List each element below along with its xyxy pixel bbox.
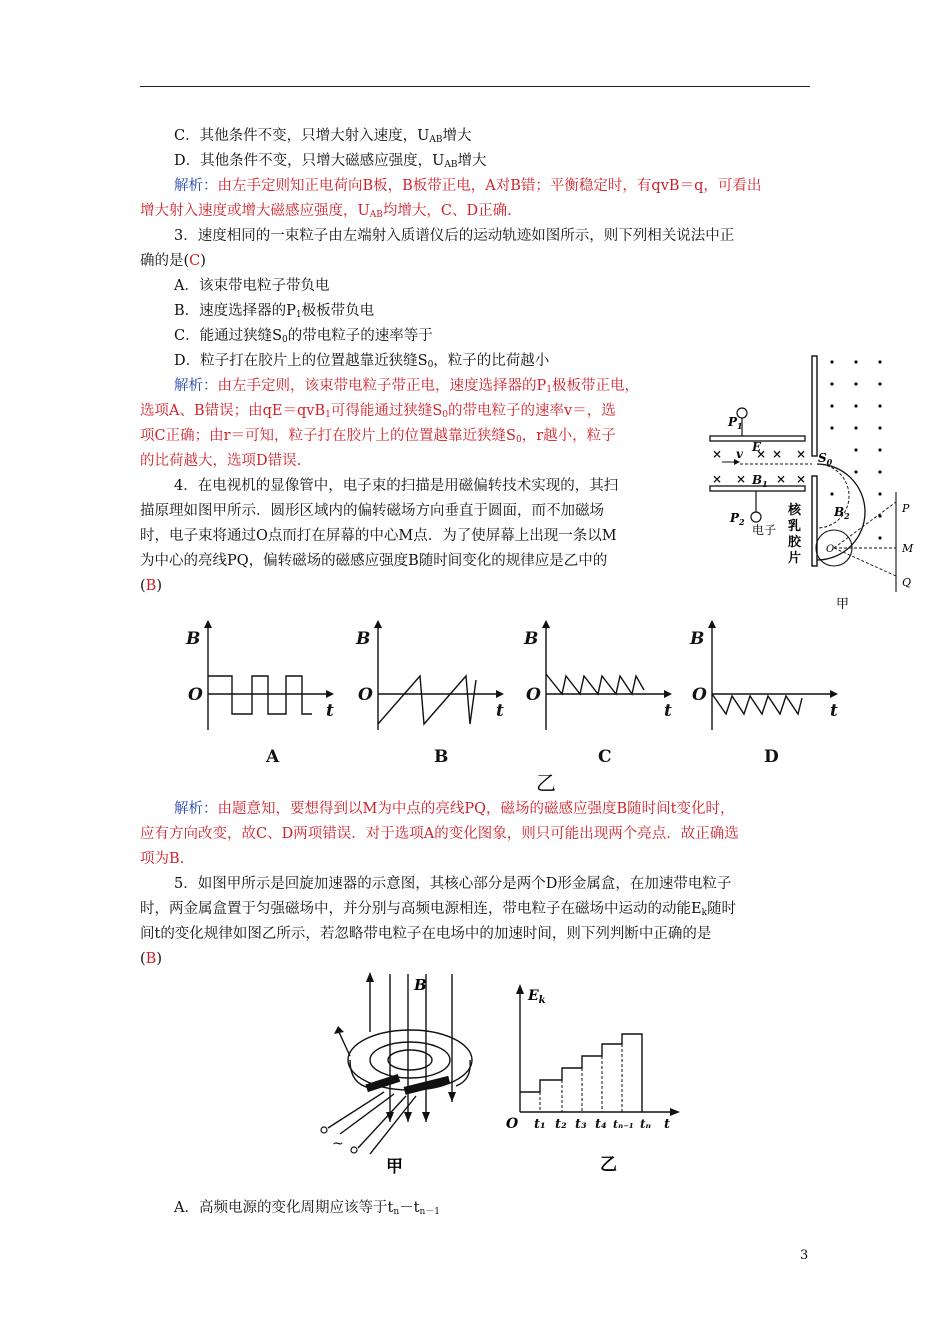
ek-graph-figure <box>500 980 690 1178</box>
q2-analysis-line1: 解析：由左手定则知正电荷向B板，B板带正电，A对B错；平衡稳定时，有qvB＝q，可看出 <box>174 178 762 194</box>
q4-answer: B <box>145 578 157 594</box>
q3-option-b: B．速度选择器的$P_1$极板带负电 <box>174 303 375 320</box>
graph-label-c: C <box>598 747 612 767</box>
q5-stem-line2: 时，两金属盒置于匀强磁场中，并分别与高频电源相连，带电粒子在磁场中运动的动能$E_k$随时 <box>140 901 737 918</box>
cyclotron-caption: 甲 <box>386 1157 403 1177</box>
page-number: 3 <box>800 1248 809 1263</box>
svg-text:t: t <box>326 701 334 721</box>
q2-option-c: C．其他条件不变，只增大射入速度，$U_{AB}$增大 <box>174 128 472 145</box>
svg-text:t₁: t₁ <box>534 1117 546 1132</box>
q3-analysis-line1: 解析：由左手定则，该束带电粒子带正电，速度选择器的$P_1$极板带正电， <box>174 378 639 395</box>
svg-text:×: × <box>712 472 723 486</box>
q3-answer: C <box>189 253 201 269</box>
svg-text:×: × <box>756 447 767 461</box>
svg-text:t₃: t₃ <box>575 1117 587 1132</box>
ek-graph-caption: 乙 <box>600 1155 617 1175</box>
svg-text:t: t <box>496 701 504 721</box>
graph-label-b: B <box>434 747 449 767</box>
svg-text:×: × <box>776 472 787 486</box>
svg-text:B2: $B_2$ <box>834 505 850 521</box>
svg-text:tₙ₋₁: tₙ₋₁ <box>613 1118 634 1131</box>
graph-label-d: D <box>764 747 779 767</box>
svg-text:O: O <box>358 685 373 705</box>
q4-stem-line2: 描原理如图甲所示．圆形区域内的偏转磁场方向垂直于圆面，而不加磁场 <box>140 503 604 519</box>
svg-text:O: O <box>188 685 203 705</box>
q3-option-d: D．粒子打在胶片上的位置越靠近狭缝$S_0$，粒子的比荷越小 <box>174 353 550 370</box>
svg-text:B1: $B_1$ <box>752 473 768 489</box>
svg-text:×: × <box>736 472 747 486</box>
svg-text:×: × <box>796 447 807 461</box>
q4-stem-line1: 4．在电视机的显像管中，电子束的扫描是用磁偏转技术实现的，其扫 <box>174 478 619 494</box>
svg-text:t₄: t₄ <box>595 1117 607 1132</box>
graph-label-a: A <box>266 747 280 767</box>
q3-option-a: A．该束带电粒子带负电 <box>174 278 330 294</box>
svg-text:×: × <box>796 472 807 486</box>
svg-text:t: t <box>664 701 672 721</box>
svg-text:胶: 胶 <box>788 535 802 550</box>
q5-stem-line3: 间t的变化规律如图乙所示，若忽略带电粒子在电场中的加速时间，则下列判断中正确的是 <box>140 926 712 942</box>
svg-text:核: 核 <box>788 503 802 518</box>
q4-stem-line3: 时，电子束将通过O点而打在屏幕的中心M点．为了使屏幕上出现一条以M <box>140 528 617 544</box>
q3-stem-line2: 确的是(C) <box>140 253 206 269</box>
q2-option-d: D．其他条件不变，只增大磁感应强度，$U_{AB}$增大 <box>174 153 487 170</box>
svg-text:电子: 电子 <box>752 523 777 537</box>
q5-option-a: A．高频电源的变化周期应该等于$t_n-t_{n-1}$ <box>174 1200 440 1217</box>
svg-text:B: B <box>356 629 371 649</box>
q5-stem-line1: 5．如图甲所示是回旋加速器的示意图，其核心部分是两个D形金属盒，在加速带电粒子 <box>174 876 732 892</box>
q5-answer-line: (B) <box>140 951 162 967</box>
q3-stem-line1: 3．速度相同的一束粒子由左端射入质谱仪后的运动轨迹如图所示，则下列相关说法中正 <box>174 228 735 244</box>
q4-answer-line: (B) <box>140 578 162 594</box>
svg-text:O: O <box>506 1116 519 1132</box>
svg-text:t: t <box>830 701 838 721</box>
cyclotron-figure <box>310 972 490 1178</box>
svg-text:P1: $P_1$ <box>728 415 743 431</box>
svg-text:×: × <box>712 447 723 461</box>
q3-option-c: C．能通过狭缝$S_0$的带电粒子的速率等于 <box>174 328 433 345</box>
q4-analysis-line2: 应有方向改变，故C、D两项错误．对于选项A的变化图象，则只可能出现两个亮点．故正确选 <box>140 826 739 842</box>
bt-graphs-figure <box>180 618 860 794</box>
q3-analysis-line2: 选项A、B错误；由qE＝qvB$_1$可得能通过狭缝$S_0$的带电粒子的速率v＝，选 <box>140 403 616 420</box>
svg-text:Q: Q <box>902 576 912 589</box>
spectrometer-caption: 甲 <box>836 597 850 612</box>
svg-text:tₙ: tₙ <box>640 1117 652 1131</box>
header-rule <box>140 86 810 87</box>
spectrometer-figure <box>700 352 920 614</box>
svg-text:B: B <box>524 629 539 649</box>
svg-text:t: t <box>664 1117 671 1132</box>
svg-text:O: O <box>526 685 541 705</box>
q3-analysis-line4: 的比荷越大，选项D错误. <box>140 453 302 469</box>
q3-analysis-line3: 项C正确；由r＝可知，粒子打在胶片上的位置越靠近狭缝$S_0$，r越小，粒子 <box>140 428 616 445</box>
svg-text:~: ~ <box>332 1136 344 1152</box>
svg-text:B: B <box>690 629 705 649</box>
svg-text:S0: $S_0$ <box>818 451 833 467</box>
svg-text:E: E <box>752 440 762 454</box>
svg-text:Ek: $E_k$ <box>528 988 546 1006</box>
q2-analysis-line2: 增大射入速度或增大磁感应强度，$U_{AB}$均增大，C、D正确. <box>140 203 512 220</box>
svg-text:M: M <box>902 542 914 555</box>
svg-text:片: 片 <box>788 551 802 566</box>
svg-text:×: × <box>772 447 783 461</box>
svg-text:t₂: t₂ <box>555 1117 567 1132</box>
svg-text:乳: 乳 <box>788 519 802 534</box>
bt-graphs-caption: 乙 <box>536 771 556 794</box>
q5-answer: B <box>145 951 157 967</box>
svg-text:P2: $P_2$ <box>730 511 745 527</box>
svg-text:B: B <box>414 976 427 994</box>
q4-analysis-line3: 项为B. <box>140 851 185 867</box>
svg-text:P: P <box>902 502 910 515</box>
svg-text:B: B <box>186 629 201 649</box>
q4-analysis-line1: 解析：由题意知，要想得到以M为中点的亮线PQ，磁场的磁感应强度B随时间t变化时， <box>174 801 735 817</box>
svg-text:O: O <box>826 544 835 555</box>
svg-text:O: O <box>692 685 707 705</box>
svg-text:v: v <box>736 447 743 461</box>
q4-stem-line4: 为中心的亮线PQ，偏转磁场的磁感应强度B随时间变化的规律应是乙中的 <box>140 553 608 569</box>
